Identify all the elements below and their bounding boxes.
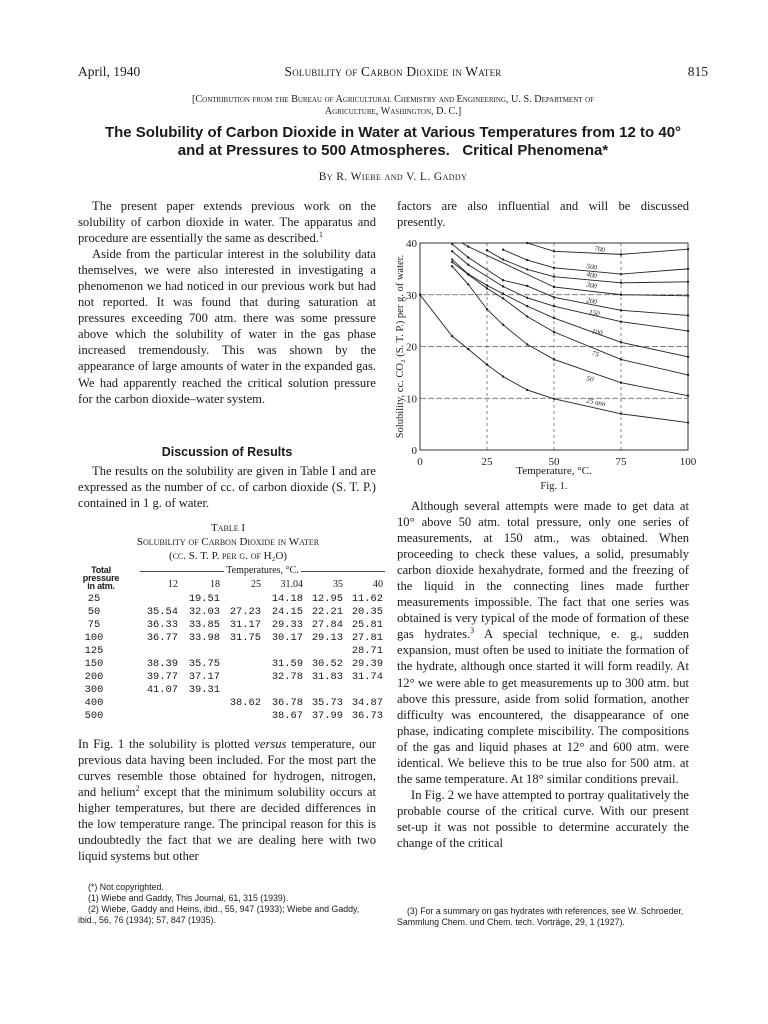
data-point bbox=[451, 250, 453, 252]
issue-date: April, 1940 bbox=[78, 64, 141, 79]
data-point bbox=[687, 374, 689, 376]
paragraph: The results on the solubility are given in Table I and are expressed as the number of cc. of carbon dioxide (S. T. P.) contained in 1 g. of water. bbox=[78, 464, 376, 511]
paragraph: factors are also influential and will be discussed presently. bbox=[397, 199, 689, 230]
solubility-plot bbox=[392, 235, 702, 495]
data-point bbox=[620, 341, 622, 343]
table-row: 25 19.51 14.18 12.95 11.62 bbox=[87, 593, 383, 605]
series-curve bbox=[527, 243, 688, 254]
table-row: 50 35.54 32.03 27.23 24.15 22.21 20.35 bbox=[87, 606, 383, 618]
data-point bbox=[502, 375, 504, 377]
curve-label: 150 bbox=[588, 308, 601, 319]
page-number: 815 bbox=[687, 64, 708, 79]
data-point bbox=[553, 398, 555, 400]
data-point bbox=[526, 285, 528, 287]
article-title bbox=[78, 124, 708, 160]
byline: By R. Wiebe and V. L. Gaddy bbox=[318, 171, 468, 183]
table-row: 500 38.67 37.99 36.73 bbox=[84, 710, 383, 722]
footnote-ref[interactable]: 3 bbox=[470, 626, 475, 636]
data-point bbox=[620, 253, 622, 255]
table-title: Solubility of Carbon Dioxide in Water bbox=[136, 536, 320, 548]
data-point bbox=[467, 264, 469, 266]
table-caption bbox=[78, 521, 378, 563]
y-axis-label: Solubility, cc. CO₂ (S. T. P.) per g. of water. bbox=[395, 254, 406, 439]
table-row: 150 38.39 35.75 31.59 30.52 29.39 bbox=[84, 658, 383, 670]
data-point bbox=[526, 305, 528, 307]
data-point bbox=[419, 294, 421, 296]
fig1-discussion bbox=[78, 736, 376, 864]
temperature-spanner: Temperatures, °C. bbox=[140, 571, 385, 582]
curve-label: 300 bbox=[585, 280, 598, 291]
data-point bbox=[687, 394, 689, 396]
y-tick-label: 30 bbox=[406, 289, 417, 302]
curve-label: 200 bbox=[585, 296, 598, 307]
y-tick-label: 0 bbox=[411, 445, 417, 457]
x-tick-label: 75 bbox=[615, 456, 627, 468]
data-point bbox=[502, 297, 504, 299]
data-point bbox=[451, 335, 453, 337]
footnote-ref[interactable]: 1 bbox=[318, 229, 323, 239]
data-point bbox=[687, 356, 689, 358]
table-row: 125 28.71 bbox=[84, 645, 383, 657]
data-point bbox=[526, 315, 528, 317]
data-point bbox=[620, 320, 622, 322]
data-point bbox=[467, 273, 469, 275]
table-units: (cc. S. T. P. per g. of H₂O) bbox=[168, 550, 288, 562]
table-row: 75 36.33 33.85 31.17 29.33 27.84 25.81 bbox=[87, 619, 383, 631]
x-tick-label: 25 bbox=[481, 456, 493, 468]
paragraph: The present paper extends previous work on the solubility of carbon dioxide in water. The apparatus and procedure are essentially the same as described.$^1$ bbox=[78, 199, 376, 246]
data-point bbox=[486, 308, 488, 310]
data-point bbox=[486, 284, 488, 286]
data-point bbox=[486, 363, 488, 365]
curve-label: 100 bbox=[591, 327, 604, 338]
data-point bbox=[502, 249, 504, 251]
data-point bbox=[620, 309, 622, 311]
data-point bbox=[620, 294, 622, 296]
data-point bbox=[687, 268, 689, 270]
curve-label: 700 bbox=[593, 244, 606, 255]
data-point bbox=[451, 265, 453, 267]
series-curve bbox=[452, 251, 688, 331]
data-point bbox=[526, 268, 528, 270]
data-point bbox=[687, 295, 689, 297]
series-curve bbox=[452, 244, 688, 315]
data-point bbox=[467, 348, 469, 350]
data-point bbox=[526, 297, 528, 299]
footnote: (1) Wiebe and Gaddy, This Journal, 61, 315 (1939). bbox=[88, 893, 289, 903]
curve-label: 25 atm bbox=[585, 396, 607, 409]
curve-label: 75 bbox=[591, 349, 600, 359]
contribution-line-2: Agriculture, Washington, D. C.] bbox=[324, 106, 462, 117]
data-point bbox=[620, 413, 622, 415]
table-row: 100 36.77 33.98 31.75 30.17 29.13 27.81 bbox=[84, 632, 383, 644]
contribution-line-1: [Contribution from the Bureau of Agricultural Chemistry and Engineering, U. S. Department of bbox=[191, 94, 595, 105]
data-point bbox=[451, 258, 453, 260]
running-title: Solubility of Carbon Dioxide in Water bbox=[284, 64, 502, 79]
data-point bbox=[526, 259, 528, 261]
footnote: (3) For a summary on gas hydrates with references, see W. Schroeder, Sammlung Chem. und Chem. tech. Vorträge, 29, 1 (1927). bbox=[397, 906, 684, 927]
data-point bbox=[486, 249, 488, 251]
data-point bbox=[467, 283, 469, 285]
footnotes-right bbox=[397, 906, 689, 928]
discussion-section bbox=[78, 444, 376, 511]
x-axis-label: Temperature, °C. bbox=[516, 465, 592, 477]
data-point bbox=[553, 275, 555, 277]
left-column-intro bbox=[78, 198, 376, 407]
data-point bbox=[620, 382, 622, 384]
x-tick-label: 0 bbox=[417, 456, 423, 468]
data-point bbox=[620, 358, 622, 360]
footnote-ref[interactable]: 2 bbox=[135, 783, 140, 793]
data-point bbox=[687, 248, 689, 250]
title-line-2: and at Pressures to 500 Atmospheres. Critical Phenomena* bbox=[177, 142, 609, 159]
paragraph: In Fig. 1 the solubility is plotted versus temperature, our previous data having been included. For the most part the curves resemble those obtained for hydrogen, nitrogen, and helium$^2$ except that the minimum solubility occurs at higher temperatures, but there are decided differences in the low temperature range. The principal reason for this is undoubtedly the fact that we are dealing here with two liquid systems but other bbox=[78, 737, 377, 864]
curve-label: 400 bbox=[585, 270, 598, 281]
paragraph: In Fig. 2 we have attempted to portray qualitatively the probable course of the critical curve. With our present set-up it was not possible to determine accurately the change of the critical bbox=[397, 787, 689, 850]
series-curve bbox=[452, 237, 688, 295]
section-heading: Discussion of Results bbox=[161, 445, 293, 459]
data-point bbox=[553, 331, 555, 333]
data-point bbox=[502, 293, 504, 295]
paragraph: Aside from the particular interest in the solubility data themselves, we were also interested in investigating a phenomenon we had noticed in our previous work but had not reported. It was found that during saturation at pressures exceeding 700 atm. there was some pressure above which the solubility of water in the gas phase increased tremendously. This was shown by the appearance of large amounts of water in the expanded gas. We had apparently reached the critical solution pressure for the carbon dioxide–water system. bbox=[78, 247, 376, 406]
figure-1-chart bbox=[392, 235, 702, 495]
footnote: (2) Wiebe, Gaddy and Heins, ibid., 55, 947 (1933); Wiebe and Gaddy, ibid., 56, 76 (1934); 57, 847 (1935). bbox=[78, 904, 360, 925]
data-point bbox=[620, 282, 622, 284]
data-point bbox=[526, 343, 528, 345]
data-point bbox=[687, 281, 689, 283]
data-point bbox=[502, 258, 504, 260]
table-label: Table I bbox=[210, 522, 246, 534]
data-point bbox=[687, 421, 689, 423]
data-point bbox=[451, 243, 453, 245]
series-curve bbox=[452, 262, 688, 375]
y-tick-label: 40 bbox=[406, 238, 417, 250]
data-point bbox=[451, 261, 453, 263]
table-row: 400 38.62 36.78 35.73 34.87 bbox=[84, 697, 383, 709]
data-point bbox=[687, 330, 689, 332]
title-line-1: The Solubility of Carbon Dioxide in Water at Various Temperatures from 12 to 40° bbox=[104, 124, 682, 141]
right-column-top bbox=[397, 198, 689, 230]
data-point bbox=[553, 317, 555, 319]
data-point bbox=[553, 358, 555, 360]
y-tick-label: 10 bbox=[406, 393, 417, 406]
pressure-column-header: Total pressure in atm. bbox=[82, 565, 120, 591]
right-column-body bbox=[397, 498, 689, 851]
data-point bbox=[486, 287, 488, 289]
data-point bbox=[687, 314, 689, 316]
data-point bbox=[526, 242, 528, 244]
data-point bbox=[467, 256, 469, 258]
data-point bbox=[553, 305, 555, 307]
data-point bbox=[467, 245, 469, 247]
figure-caption: Fig. 1. bbox=[540, 481, 568, 492]
x-tick-label: 50 bbox=[548, 456, 560, 468]
running-header bbox=[78, 64, 708, 82]
table-row: 200 39.77 37.17 32.78 31.83 31.74 bbox=[84, 671, 383, 683]
data-point bbox=[553, 286, 555, 288]
data-point bbox=[502, 279, 504, 281]
contribution-note bbox=[78, 94, 708, 118]
paragraph: Although several attempts were made to get data at 10° above 50 atm. total pressure, only one series of measurements, at 150 atm., was obtained. When proceeding to check these values, a solid, presumably carbon dioxide hexahydrate, formed and the freezing of the liquid in the connecting lines made further measurements impossible. The fact that one series was obtained is very typical of the mode of formation of these gas hydrates.$^3$ A special technique, e. g., sudden expansion, must often be used to initiate the formation of the hydrate, although once started it will form readily. At 12° we were able to get measurements up to 300 atm. but above this pressure, aside from solid formation, another difficulty was encountered, the disappearance of one phase, indicating complete miscibility. The compositions of the gas and liquid phases at 12° and 600 atm. were identical. We believe this to be true also for 500 atm. at the same temperature. At 18° similar conditions prevail. bbox=[397, 499, 689, 786]
data-point bbox=[502, 285, 504, 287]
footnote: (*) Not copyrighted. bbox=[88, 882, 164, 892]
x-tick-label: 100 bbox=[679, 456, 697, 468]
data-point bbox=[553, 296, 555, 298]
footnotes-left bbox=[78, 882, 376, 926]
y-tick-label: 20 bbox=[406, 341, 417, 354]
curve-label: 50 bbox=[585, 374, 595, 384]
curve-label: 500 bbox=[585, 261, 598, 272]
data-point bbox=[553, 250, 555, 252]
table-row: 300 41.07 39.31 bbox=[84, 684, 220, 696]
data-point bbox=[553, 267, 555, 269]
data-point bbox=[620, 273, 622, 275]
data-point bbox=[526, 389, 528, 391]
data-point bbox=[502, 324, 504, 326]
